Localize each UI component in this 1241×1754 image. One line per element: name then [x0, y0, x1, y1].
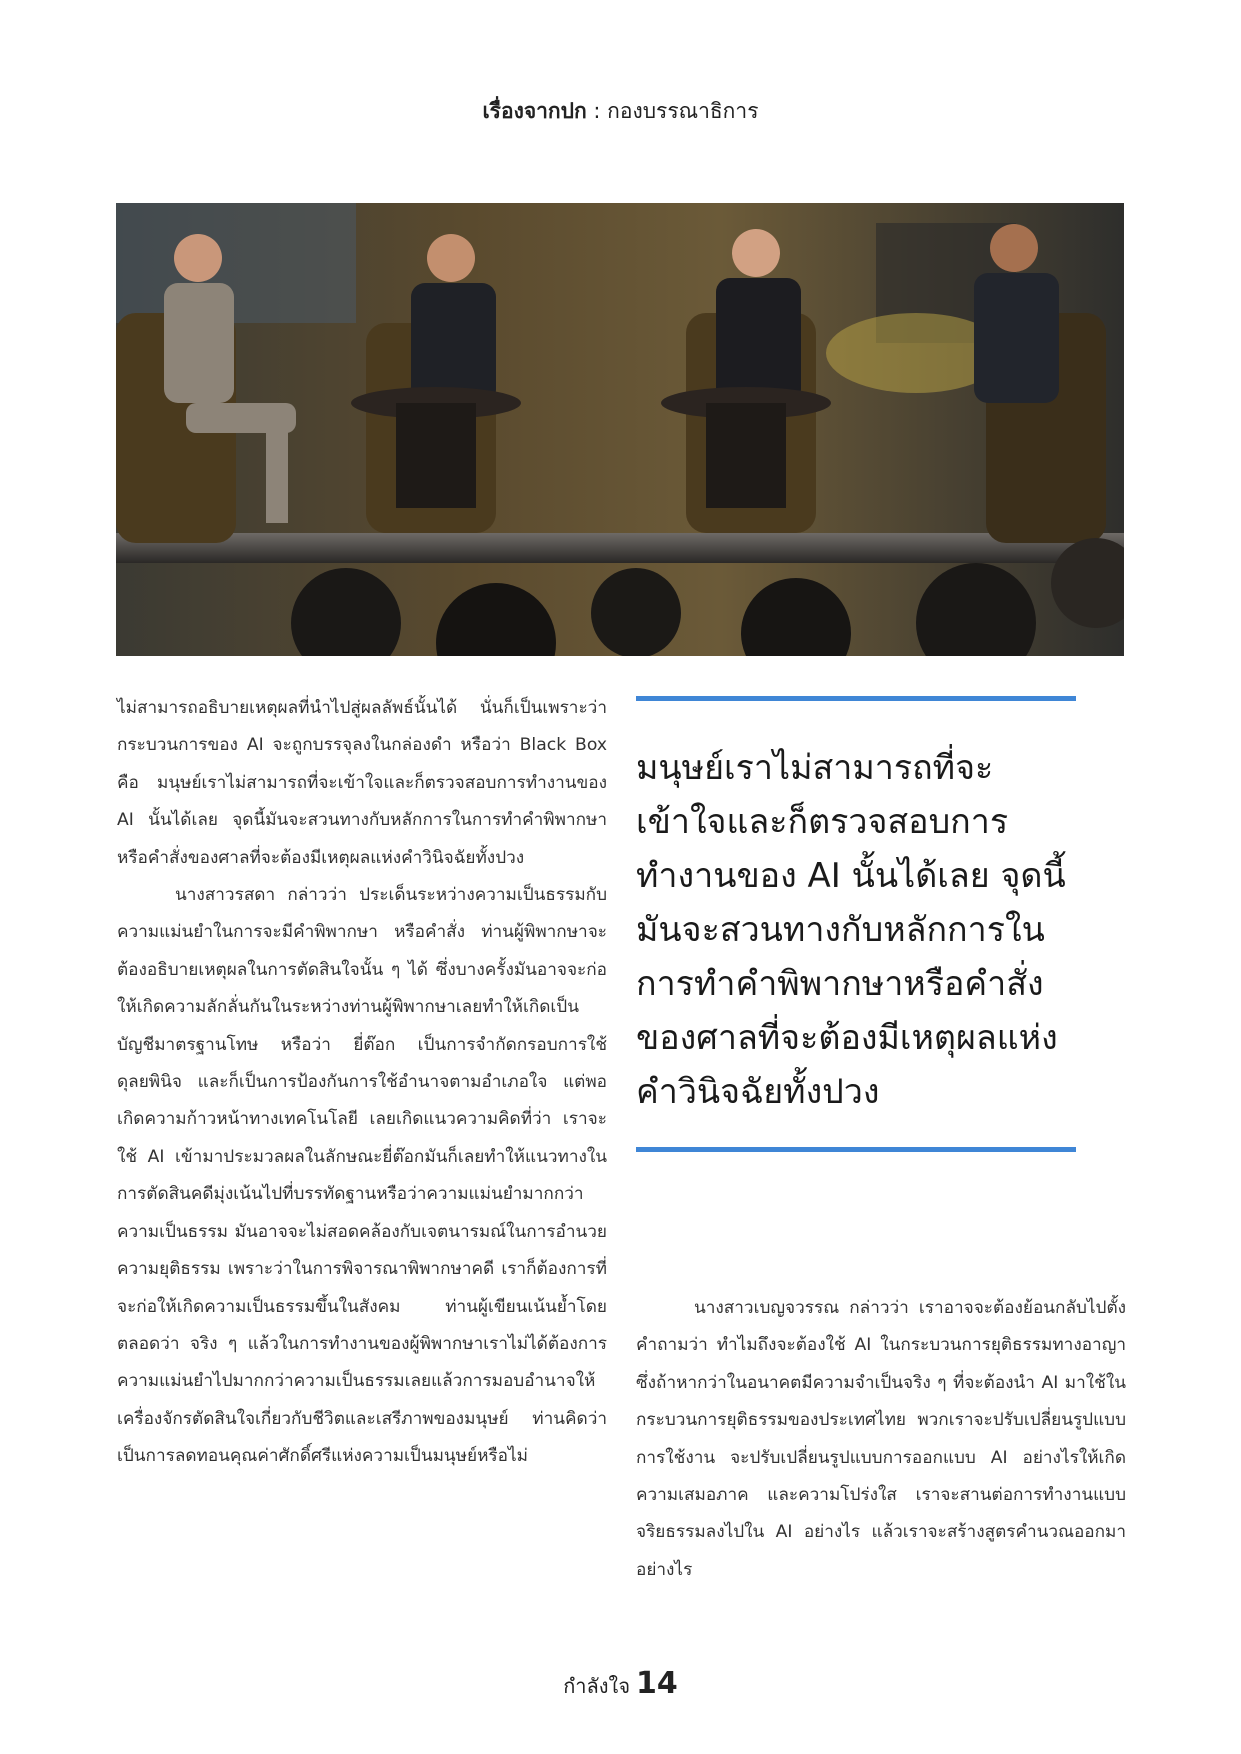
- left-paragraph-2: นางสาวรสดา กล่าวว่า ประเด็นระหว่างความเป็นธรรมกับความแม่นยำในการจะมีคำพิพากษา หรือคำสั่ง ท่านผู้พิพากษาจะต้องอธิบายเหตุผลในการตัดสินใจนั้น ๆ ได้ ซึ่งบางครั้งมันอาจจะก่อให้เกิดความลักลั่นกันในระหว่างท่านผู้พิพากษาเลยทำให้เกิดเป็นบัญชีมาตรฐานโทษ หรือว่า ยี่ต๊อก เป็นการจำกัดกรอบการใช้ดุลยพินิจ และก็เป็นการป้องกันการใช้อำนาจตามอำเภอใจ แต่พอเกิดความก้าวหน้าทางเทคโนโลยี เลยเกิดแนวความคิดที่ว่า เราจะใช้ AI เข้ามาประมวลผลในลักษณะยี่ต๊อกมันก็เลยทำให้แนวทางในการตัดสินคดีมุ่งเน้นไปที่บรรทัดฐานหรือว่าความแม่นยำมากกว่าความเป็นธรรม มันอาจจะไม่สอดคล้องกับเจตนารมณ์ในการอำนวยความยุติธรรม เพราะว่าในการพิจารณาพิพากษาคดี เราก็ต้องการที่จะก่อให้เกิดความเป็นธรรมขึ้นในสังคม ท่านผู้เขียนเน้นย้ำโดยตลอดว่า จริง ๆ แล้วในการทำงานของผู้พิพากษาเราไม่ได้ต้องการความแม่นยำไปมากกว่าความเป็นธรรมเลยแล้วการมอบอำนาจให้เครื่องจักรตัดสินใจเกี่ยวกับชีวิตและเสรีภาพของมนุษย์ ท่านคิดว่าเป็นการลดทอนคุณค่าศักดิ์ศรีแห่งความเป็นมนุษย์หรือไม่: [117, 885, 607, 1467]
- page-footer: [0, 1666, 1241, 1702]
- right-paragraph-1: นางสาวเบญจวรรณ กล่าวว่า เราอาจจะต้องย้อนกลับไปตั้งคำถามว่า ทำไมถึงจะต้องใช้ AI ในกระบวนการยุติธรรมทางอาญา ซึ่งถ้าหากว่าในอนาคตมีความจำเป็นจริง ๆ ที่จะต้องนำ AI มาใช้ในกระบวนการยุติธรรมของประเทศไทย พวกเราจะปรับเปลี่ยนรูปแบบการใช้งาน จะปรับเปลี่ยนรูปแบบการออกแบบ AI อย่างไรให้เกิดความเสมอภาค และความโปร่งใส เราจะสานต่อการทำงานแบบจริยธรรมลงไปใน AI อย่างไร แล้วเราจะสร้างสูตรคำนวณออกมาอย่างไร: [636, 1298, 1126, 1580]
- header-separator: :: [586, 99, 608, 123]
- left-paragraph-1: ไม่สามารถอธิบายเหตุผลที่นำไปสู่ผลลัพธ์นั้นได้ นั่นก็เป็นเพราะว่า กระบวนการของ AI จะถูกบรรจุลงในกล่องดำ หรือว่า Black Box คือ มนุษย์เราไม่สามารถที่จะเข้าใจและก็ตรวจสอบการทำงานของ AI นั้นได้เลย จุดนี้มันจะสวนทางกับหลักการในการทำคำพิพากษาหรือคำสั่งของศาลที่จะต้องมีเหตุผลแห่งคำวินิจฉัยทั้งปวง: [117, 698, 607, 868]
- page-header: [0, 95, 1241, 128]
- pull-quote: [636, 696, 1076, 1152]
- right-column: [636, 1290, 1126, 1589]
- magazine-name: กำลังใจ: [563, 1674, 631, 1698]
- section-title: เรื่องจากปก: [482, 99, 587, 123]
- left-column: [117, 690, 607, 1476]
- panel-discussion-photo: [116, 203, 1124, 656]
- header-author: กองบรรณาธิการ: [607, 99, 759, 123]
- page-number: 14: [636, 1666, 678, 1701]
- pull-quote-text: มนุษย์เราไม่สามารถที่จะเข้าใจและก็ตรวจสอบการทำงานของ AI นั้นได้เลย จุดนี้มันจะสวนทางกับหลักการในการทำคำพิพากษาหรือคำสั่งของศาลที่จะต้องมีเหตุผลแห่งคำวินิจฉัยทั้งปวง: [636, 748, 1066, 1112]
- pull-quote-bottom-rule: [636, 1147, 1076, 1152]
